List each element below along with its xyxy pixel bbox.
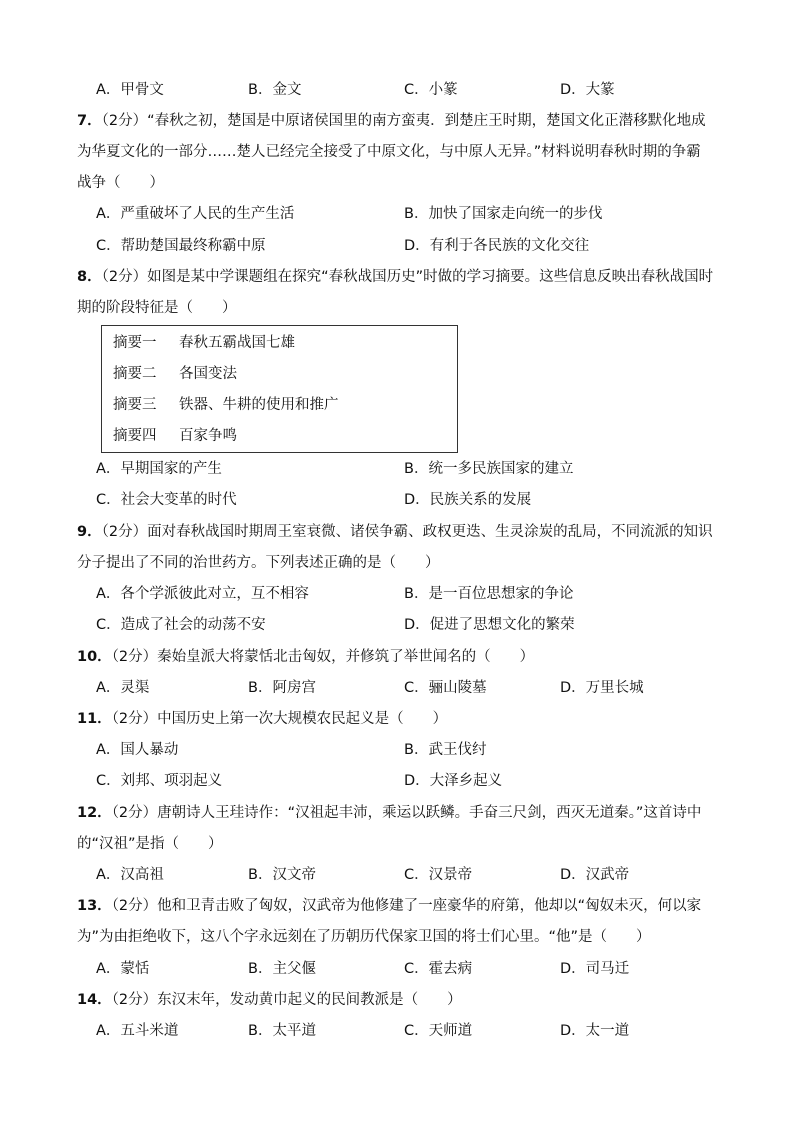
- option-d: D．民族关系的发展: [404, 492, 532, 508]
- question-number: 7．: [77, 113, 102, 129]
- option-d: D．促进了思想文化的繁荣: [404, 617, 575, 633]
- question-12-stem-line-1: [77, 806, 701, 821]
- option-c: C．霍去病: [404, 961, 473, 977]
- question-13-options: [96, 962, 716, 982]
- question-text: （2分）秦始皇派大将蒙恬北击匈奴，并修筑了举世闻名的（ ）: [111, 649, 535, 665]
- question-11-options-row-2: [96, 774, 716, 794]
- option-b: B．太平道: [248, 1023, 316, 1039]
- question-7-options-row-2: [96, 239, 716, 259]
- summary-row-2: [113, 367, 237, 382]
- question-13-stem-line-1: [77, 899, 701, 914]
- option-d: D．大泽乡起义: [404, 773, 503, 789]
- option-d: D．汉武帝: [560, 867, 630, 883]
- summary-key: 摘要二: [113, 366, 157, 382]
- summary-key: 摘要一: [113, 335, 157, 351]
- question-number: 9．: [77, 524, 102, 540]
- question-text: （2分）如图是某中学课题组在探究“春秋战国历史”时做的学习摘要。这些信息反映出春秋战国时: [101, 269, 714, 285]
- question-11-stem: [77, 712, 447, 727]
- option-a: A．严重破坏了人民的生产生活: [96, 206, 295, 222]
- summary-key: 摘要三: [113, 397, 157, 413]
- question-text: （2分）他和卫青击败了匈奴，汉武帝为他修建了一座豪华的府第，他却以“匈奴未灭，何以家: [111, 898, 702, 914]
- question-text: （2分）中国历史上第一次大规模农民起义是（ ）: [111, 711, 448, 727]
- question-9-stem-line-1: [77, 525, 713, 540]
- option-a: A．灵渠: [96, 680, 150, 696]
- question-12-stem-line-2: 的“汉祖”是指（ ）: [77, 836, 223, 852]
- question-7-stem-line-3: 战争（ ）: [77, 175, 164, 191]
- question-text: （2分）面对春秋战国时期周王室衰微、诸侯争霸、政权更迭、生灵涂炭的乱局，不同流派的知识: [101, 524, 713, 540]
- option-d: D．太一道: [560, 1023, 630, 1039]
- question-8-options-row-2: [96, 493, 716, 513]
- question-7-options-row-1: [96, 207, 716, 227]
- option-b: B．是一百位思想家的争论: [404, 586, 574, 602]
- summary-row-1: [113, 336, 295, 351]
- question-11-options-row-1: [96, 743, 716, 763]
- question-number: 13．: [77, 898, 112, 914]
- question-number: 8．: [77, 269, 102, 285]
- option-d: D．万里长城: [560, 680, 644, 696]
- question-9-stem-line-2: 分子提出了不同的治世药方。下列表述正确的是（ ）: [77, 555, 440, 571]
- option-b: B．金文: [248, 82, 302, 98]
- option-a: A．蒙恬: [96, 961, 150, 977]
- summary-value: 百家争鸣: [179, 428, 237, 444]
- question-10-options: [96, 681, 716, 701]
- option-c: C．社会大变革的时代: [96, 492, 237, 508]
- question-6-options: [96, 83, 716, 103]
- option-b: B．武王伐纣: [404, 742, 487, 758]
- option-b: B．主父偃: [248, 961, 316, 977]
- question-7-stem-line-2: 为华夏文化的一部分……楚人已经完全接受了中原文化，与中原人无异。”材料说明春秋时期的争霸: [77, 144, 701, 160]
- summary-value: 各国变法: [179, 366, 237, 382]
- question-8-options-row-1: [96, 462, 716, 482]
- option-d: D．大篆: [560, 82, 615, 98]
- summary-key: 摘要四: [113, 428, 157, 444]
- option-c: C．汉景帝: [404, 867, 473, 883]
- option-b: B．阿房宫: [248, 680, 316, 696]
- question-number: 14．: [77, 992, 112, 1008]
- summary-row-3: [113, 398, 339, 413]
- option-c: C．刘邦、项羽起义: [96, 773, 223, 789]
- option-a: A．汉高祖: [96, 867, 164, 883]
- option-a: A．五斗米道: [96, 1023, 179, 1039]
- study-summary-table: [101, 325, 458, 453]
- question-13-stem-line-2: 为”为由拒绝收下，这八个字永远刻在了历朝历代保家卫国的将士们心里。“他”是（ ）: [77, 929, 651, 945]
- question-12-options: [96, 868, 716, 888]
- option-d: D．有利于各民族的文化交往: [404, 238, 590, 254]
- option-a: A．国人暴动: [96, 742, 179, 758]
- summary-value: 铁器、牛耕的使用和推广: [179, 397, 339, 413]
- question-number: 11．: [77, 711, 112, 727]
- question-text: （2分）东汉末年，发动黄巾起义的民间教派是（ ）: [111, 992, 462, 1008]
- question-number: 12．: [77, 805, 112, 821]
- question-7-stem-line-1: [77, 114, 706, 129]
- question-8-stem-line-1: [77, 270, 713, 285]
- question-14-options: [96, 1024, 716, 1044]
- option-c: C．帮助楚国最终称霸中原: [96, 238, 266, 254]
- option-d: D．司马迁: [560, 961, 630, 977]
- option-c: C．造成了社会的动荡不安: [96, 617, 266, 633]
- question-14-stem: [77, 993, 462, 1008]
- question-9-options-row-1: [96, 587, 716, 607]
- question-text: （2分）唐朝诗人王珪诗作：“汉祖起丰沛，乘运以跃鳞。手奋三尺剑，西灭无道秦。”这首诗中: [111, 805, 702, 821]
- question-text: （2分）“春秋之初，楚国是中原诸侯国里的南方蛮夷．到楚庄王时期，楚国文化正潜移默化地成: [101, 113, 706, 129]
- option-c: C．骊山陵墓: [404, 680, 487, 696]
- option-a: A．各个学派彼此对立，互不相容: [96, 586, 309, 602]
- option-b: B．加快了国家走向统一的步伐: [404, 206, 603, 222]
- question-9-options-row-2: [96, 618, 716, 638]
- option-b: B．统一多民族国家的建立: [404, 461, 574, 477]
- option-a: A．甲骨文: [96, 82, 164, 98]
- option-c: C．天师道: [404, 1023, 473, 1039]
- summary-row-4: [113, 429, 237, 444]
- question-8-stem-line-2: 期的阶段特征是（ ）: [77, 300, 237, 316]
- question-number: 10．: [77, 649, 112, 665]
- option-a: A．早期国家的产生: [96, 461, 222, 477]
- option-c: C．小篆: [404, 82, 458, 98]
- summary-value: 春秋五霸战国七雄: [179, 335, 295, 351]
- question-10-stem: [77, 650, 534, 665]
- option-b: B．汉文帝: [248, 867, 316, 883]
